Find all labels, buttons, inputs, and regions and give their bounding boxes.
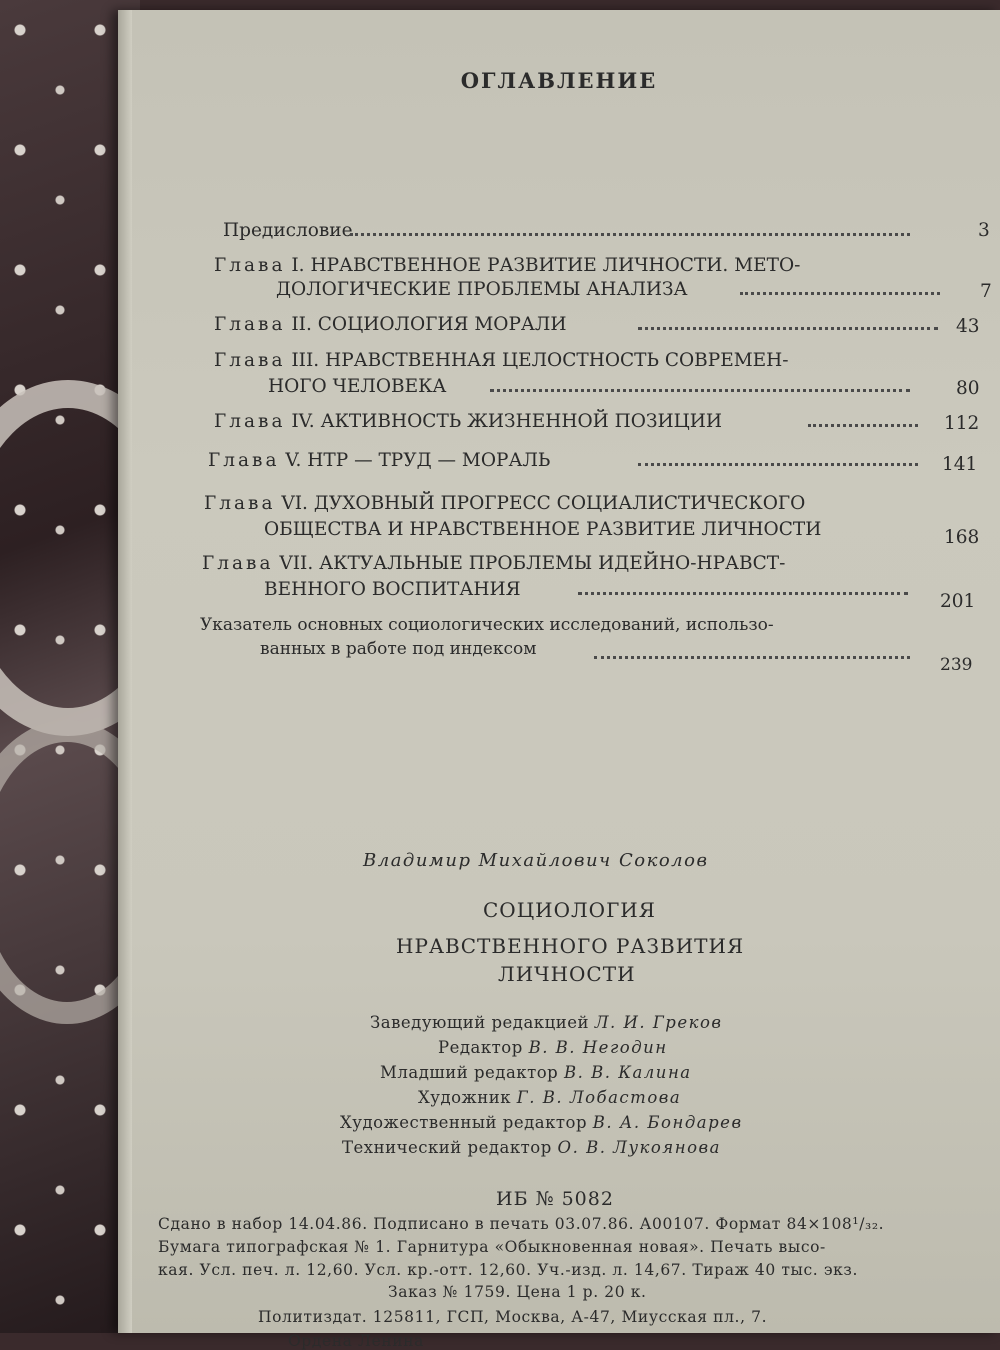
chapter-label: Глава xyxy=(214,411,286,432)
chapter-title-line-1: ДУХОВНЫЙ ПРОГРЕСС СОЦИАЛИСТИЧЕСКОГО xyxy=(313,493,806,514)
chapter-title-line-2: ДОЛОГИЧЕСКИЕ ПРОБЛЕМЫ АНАЛИЗА xyxy=(276,279,688,300)
book-page xyxy=(118,10,1000,1350)
credit-person: В. В. Калина xyxy=(563,1063,692,1082)
chapter-title-line-1: СОЦИОЛОГИЯ МОРАЛИ xyxy=(317,314,567,335)
publisher-id: ИБ № 5082 xyxy=(496,1188,614,1210)
credit-person: В. В. Негодин xyxy=(528,1038,668,1057)
credit-role: Заведующий редакцией xyxy=(370,1013,589,1032)
imprint-line: Ордена Ленина xyxy=(288,1332,424,1350)
chapter-title-line-2: ОБЩЕСТВА И НРАВСТВЕННОЕ РАЗВИТИЕ ЛИЧНОСТИ xyxy=(264,519,822,540)
imprint-line: Политиздат. 125811, ГСП, Москва, А-47, Миусская пл., 7. xyxy=(258,1308,768,1326)
toc-page-number: 168 xyxy=(944,527,980,548)
chapter-title-line-1: АКТИВНОСТЬ ЖИЗНЕННОЙ ПОЗИЦИИ xyxy=(320,411,723,432)
credit-person: В. А. Бондарев xyxy=(592,1113,743,1132)
dot-leader xyxy=(638,326,938,330)
index-title-line-2: ванных в работе под индексом xyxy=(260,639,537,659)
dot-leader xyxy=(490,388,910,392)
toc-page-number: 80 xyxy=(956,378,980,399)
book-title-line-2: НРАВСТВЕННОГО РАЗВИТИЯ xyxy=(396,934,745,958)
dot-leader xyxy=(578,591,908,595)
chapter-label: Глава xyxy=(214,314,286,335)
chapter-label: Глава xyxy=(214,255,286,276)
credit-person: Л. И. Греков xyxy=(594,1013,723,1032)
toc-page-number: 7 xyxy=(980,281,992,302)
page-edge xyxy=(118,10,132,1333)
imprint-line: Бумага типографская № 1. Гарнитура «Обыкновенная новая». Печать высо- xyxy=(158,1238,826,1256)
toc-page-number: 43 xyxy=(956,316,980,337)
chapter-title-line-1: АКТУАЛЬНЫЕ ПРОБЛЕМЫ ИДЕЙНО-НРАВСТ- xyxy=(319,553,786,574)
chapter-label: Глава xyxy=(204,493,276,514)
imprint-line: кая. Усл. печ. л. 12,60. Усл. кр.-отт. 12,60. Уч.-изд. л. 14,67. Тираж 40 тыс. экз. xyxy=(158,1261,858,1279)
credit-line xyxy=(342,1138,721,1157)
toc-page-number: 141 xyxy=(942,454,978,475)
credit-line xyxy=(380,1063,692,1082)
chapter-title-line-1: НТР — ТРУД — МОРАЛЬ xyxy=(307,450,551,471)
imprint-line: Сдано в набор 14.04.86. Подписано в печать 03.07.86. А00107. Формат 84×108¹/₃₂. xyxy=(158,1215,885,1233)
dot-leader xyxy=(350,232,910,236)
credit-role: Редактор xyxy=(438,1038,523,1057)
dot-leader xyxy=(594,655,910,659)
chapter-number: I. xyxy=(291,255,305,276)
dot-leader xyxy=(638,462,918,466)
credit-person: О. В. Лукоянова xyxy=(557,1138,721,1157)
chapter-label: Глава xyxy=(214,350,286,371)
toc-page-number: 239 xyxy=(940,655,973,675)
toc-page-number: 112 xyxy=(944,413,980,434)
chapter-title-line-1: НРАВСТВЕННАЯ ЦЕЛОСТНОСТЬ СОВРЕМЕН- xyxy=(325,350,789,371)
toc-entry-title: Предисловие xyxy=(223,220,353,241)
dot-leader xyxy=(808,423,918,427)
imprint-line: Заказ № 1759. Цена 1 р. 20 к. xyxy=(388,1283,647,1301)
credit-role: Художественный редактор xyxy=(340,1113,588,1132)
chapter-number: VI. xyxy=(281,493,308,514)
credit-role: Младший редактор xyxy=(380,1063,559,1082)
chapter-number: III. xyxy=(291,350,320,371)
toc-page-number: 201 xyxy=(940,591,976,612)
credit-person: Г. В. Лобастова xyxy=(516,1088,682,1107)
book-title-line-1: СОЦИОЛОГИЯ xyxy=(483,898,656,922)
chapter-number: VII. xyxy=(279,553,314,574)
toc-page-number: 3 xyxy=(978,220,990,241)
chapter-label: Глава xyxy=(202,553,274,574)
chapter-number: V. xyxy=(285,450,302,471)
chapter-title-line-1: НРАВСТВЕННОЕ РАЗВИТИЕ ЛИЧНОСТИ. МЕТО- xyxy=(310,255,801,276)
credit-line xyxy=(418,1088,681,1107)
toc-heading: ОГЛАВЛЕНИЕ xyxy=(460,68,658,93)
credit-line xyxy=(370,1013,723,1032)
credit-role: Художник xyxy=(418,1088,512,1107)
credit-line xyxy=(438,1038,668,1057)
credit-line xyxy=(340,1113,743,1132)
index-title-line-1: Указатель основных социологических исследований, использо- xyxy=(200,615,774,635)
book-title-line-3: ЛИЧНОСТИ xyxy=(498,962,636,986)
chapter-number: II. xyxy=(291,314,312,335)
chapter-title-line-2: НОГО ЧЕЛОВЕКА xyxy=(268,376,447,397)
chapter-number: IV. xyxy=(291,411,315,432)
chapter-label: Глава xyxy=(208,450,280,471)
chapter-title-line-2: ВЕННОГО ВОСПИТАНИЯ xyxy=(264,579,521,600)
author-name: Владимир Михайлович Соколов xyxy=(363,850,709,871)
dot-leader xyxy=(740,291,940,295)
credit-role: Технический редактор xyxy=(342,1138,552,1157)
